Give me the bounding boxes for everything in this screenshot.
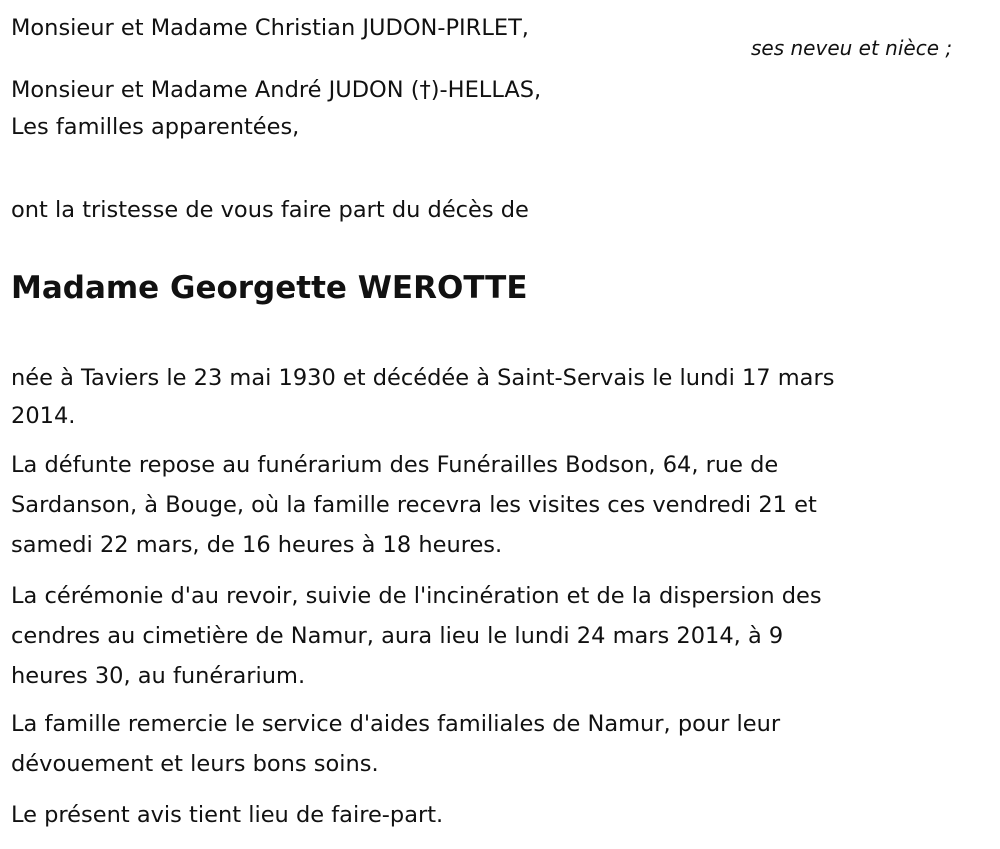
paragraph-ceremony-line-2: cendres au cimetière de Namur, aura lieu le lundi 24 mars 2014, à 9 [11,623,784,649]
family-line-3: Les familles apparentées, [11,114,300,140]
paragraph-birth-line-2: 2014. [11,403,76,429]
family-line-1: Monsieur et Madame Christian JUDON-PIRLET, [11,15,529,41]
paragraph-visit-line-3: samedi 22 mars, de 16 heures à 18 heures. [11,532,503,558]
family-line-2: Monsieur et Madame André JUDON (†)-HELLAS, [11,77,542,103]
paragraph-notice: Le présent avis tient lieu de faire-part. [11,802,444,828]
paragraph-ceremony-line-3: heures 30, au funérarium. [11,663,306,689]
paragraph-ceremony-line-1: La cérémonie d'au revoir, suivie de l'incinération et de la dispersion des [11,583,822,609]
paragraph-visit-line-1: La défunte repose au funérarium des Funérailles Bodson, 64, rue de [11,452,779,478]
paragraph-thanks-line-2: dévouement et leurs bons soins. [11,751,379,777]
paragraph-birth-line-1: née à Taviers le 23 mai 1930 et décédée à Saint-Servais le lundi 17 mars [11,365,835,391]
paragraph-visit-line-2: Sardanson, à Bouge, où la famille recevra les visites ces vendredi 21 et [11,492,817,518]
relation-note: ses neveu et nièce ; [751,36,953,60]
paragraph-thanks-line-1: La famille remercie le service d'aides familiales de Namur, pour leur [11,711,781,737]
intro-text: ont la tristesse de vous faire part du décès de [11,197,529,223]
deceased-name: Madame Georgette WEROTTE [11,270,528,306]
